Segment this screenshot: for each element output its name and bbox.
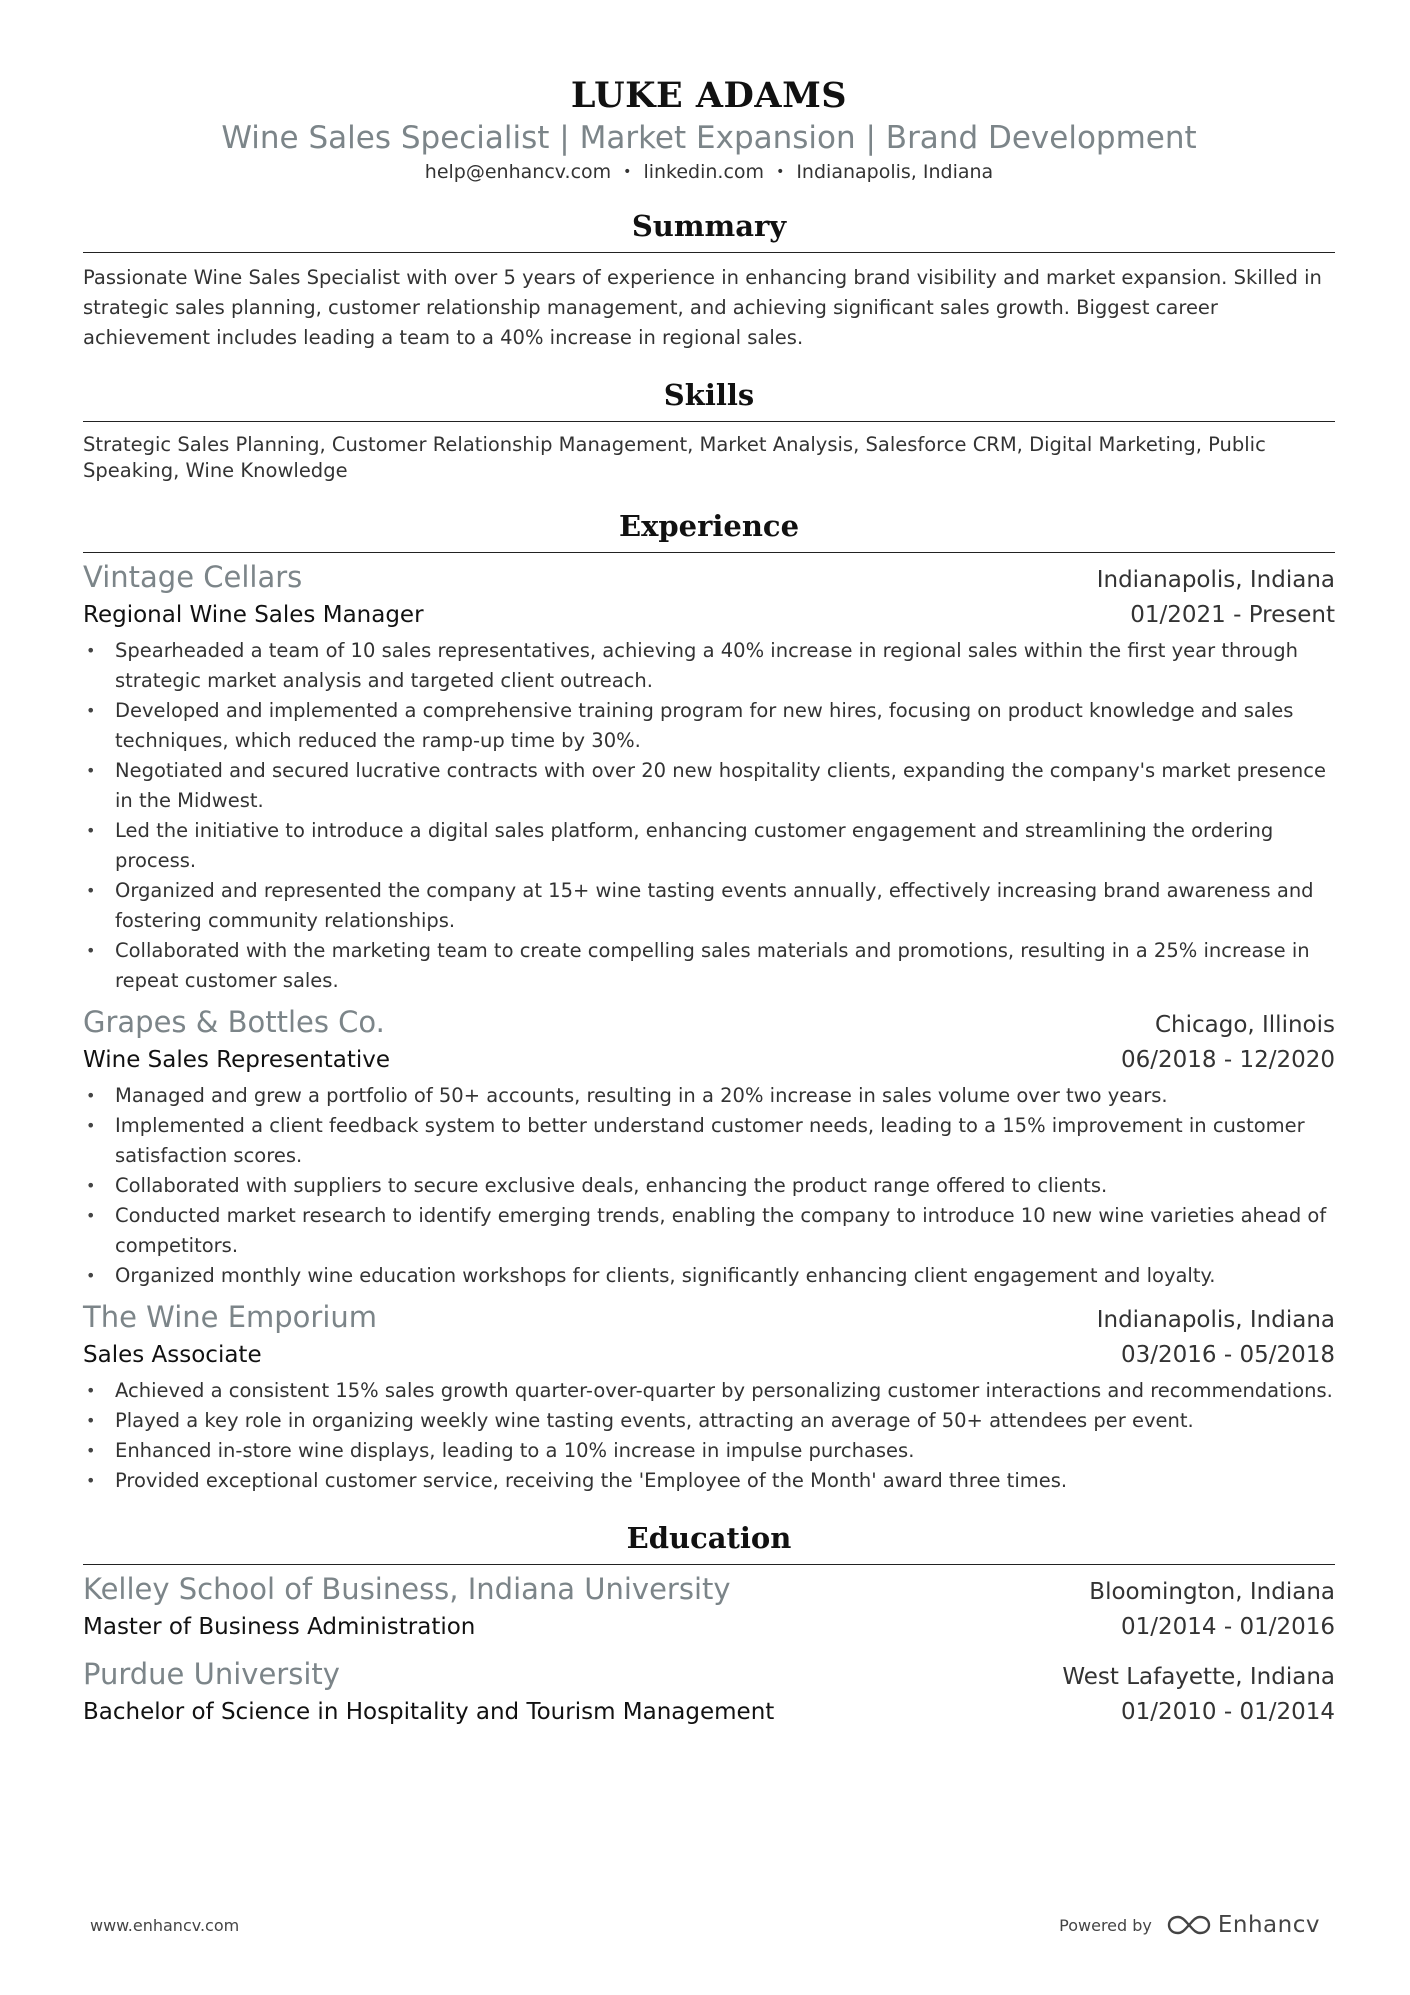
contact-location: Indianapolis, Indiana — [796, 161, 994, 183]
education-entry — [83, 1571, 1335, 1644]
job-location: Chicago, Illinois — [1154, 1012, 1335, 1038]
job-subheader — [83, 1338, 1335, 1372]
footer-url-link[interactable]: www.enhancv.com — [90, 1915, 240, 1935]
company-name: The Wine Emporium — [83, 1300, 378, 1334]
school-location: Bloomington, Indiana — [1089, 1579, 1335, 1605]
job-bullets — [83, 1376, 1335, 1496]
company-name: Grapes & Bottles Co. — [83, 1005, 385, 1039]
resume-page — [83, 0, 1335, 1729]
job-subheader — [83, 598, 1335, 632]
list-item: • Conducted market research to identify emerging trends, enabling the company to introduce 10 new wine varieties ahead of competitors. — [83, 1201, 1335, 1261]
headline: Wine Sales Specialist | Market Expansion | Brand Development — [221, 120, 1197, 156]
experience-heading: Experience — [618, 509, 800, 543]
email-link[interactable]: help@enhancv.com — [424, 161, 612, 183]
job-dates: 01/2021 - Present — [1130, 602, 1335, 628]
infinity-logo-icon — [1166, 1913, 1212, 1937]
job-entry — [83, 1004, 1335, 1291]
education-section — [83, 1518, 1335, 1729]
summary-heading: Summary — [631, 209, 787, 243]
list-item: • Implemented a client feedback system to better understand customer needs, leading to a 15% improvement in customer satisfaction scores. — [83, 1111, 1335, 1171]
job-bullets — [83, 1081, 1335, 1291]
list-item: • Led the initiative to introduce a digital sales platform, enhancing customer engagement and streamlining the ordering process. — [83, 816, 1335, 876]
skills-text: Strategic Sales Planning, Customer Relationship Management, Market Analysis, Salesforce CRM, Digital Marketing, Public Speaking, Wine Knowledge — [83, 433, 1266, 482]
job-title: Wine Sales Representative — [83, 1047, 390, 1073]
degree: Bachelor of Science in Hospitality and Tourism Management — [83, 1699, 775, 1725]
education-subheader — [83, 1695, 1335, 1729]
school-name: Kelley School of Business, Indiana University — [83, 1572, 731, 1606]
job-location: Indianapolis, Indiana — [1096, 567, 1335, 593]
summary-text: Passionate Wine Sales Specialist with over 5 years of experience in enhancing brand visibility and market expansion. Skilled in strategic sales planning, customer relationship management, and achieving significant sales growth. Biggest career achievement includes leading a team to a 40% increase in regional sales. — [83, 266, 1322, 349]
brand-logo[interactable] — [1166, 1912, 1320, 1938]
list-item: • Negotiated and secured lucrative contracts with over 20 new hospitality clients, expanding the company's market presence in the Midwest. — [83, 756, 1335, 816]
job-dates: 03/2016 - 05/2018 — [1120, 1342, 1335, 1368]
linkedin-link[interactable]: linkedin.com — [643, 161, 765, 183]
education-header — [83, 1656, 1335, 1695]
list-item: • Collaborated with the marketing team to create compelling sales materials and promotions, resulting in a 25% increase in repeat customer sales. — [83, 936, 1335, 996]
powered-by — [1059, 1912, 1320, 1938]
company-name: Vintage Cellars — [83, 560, 303, 594]
job-header — [83, 1004, 1335, 1043]
brand-name: Enhancv — [1217, 1912, 1320, 1938]
education-dates: 01/2014 - 01/2016 — [1120, 1614, 1335, 1640]
section-divider — [83, 421, 1335, 422]
education-dates: 01/2010 - 01/2014 — [1120, 1699, 1335, 1725]
list-item: • Achieved a consistent 15% sales growth quarter-over-quarter by personalizing customer interactions and recommendations. — [83, 1376, 1335, 1406]
education-entry — [83, 1656, 1335, 1729]
skills-heading: Skills — [663, 378, 755, 412]
job-header — [83, 559, 1335, 598]
section-divider — [83, 552, 1335, 553]
separator-dot: • — [776, 164, 785, 180]
job-header — [83, 1299, 1335, 1338]
list-item: • Managed and grew a portfolio of 50+ accounts, resulting in a 20% increase in sales volume over two years. — [83, 1081, 1335, 1111]
list-item: • Developed and implemented a comprehensive training program for new hires, focusing on product knowledge and sales techniques, which reduced the ramp-up time by 30%. — [83, 696, 1335, 756]
job-subheader — [83, 1043, 1335, 1077]
powered-by-label: Powered by — [1059, 1915, 1152, 1935]
list-item: • Spearheaded a team of 10 sales representatives, achieving a 40% increase in regional sales within the first year through strategic market analysis and targeted client outreach. — [83, 636, 1335, 696]
summary-section — [83, 206, 1335, 353]
contact-line — [83, 160, 1335, 184]
education-heading: Education — [626, 1521, 792, 1555]
section-divider — [83, 252, 1335, 253]
job-dates: 06/2018 - 12/2020 — [1120, 1047, 1335, 1073]
page-footer — [90, 1910, 1320, 1940]
job-bullets — [83, 636, 1335, 996]
separator-dot: • — [623, 164, 632, 180]
list-item: • Enhanced in-store wine displays, leading to a 10% increase in impulse purchases. — [83, 1436, 1335, 1466]
job-title: Regional Wine Sales Manager — [83, 602, 424, 628]
job-entry — [83, 559, 1335, 996]
list-item: • Collaborated with suppliers to secure exclusive deals, enhancing the product range offered to clients. — [83, 1171, 1335, 1201]
job-location: Indianapolis, Indiana — [1096, 1307, 1335, 1333]
school-name: Purdue University — [83, 1657, 340, 1691]
degree: Master of Business Administration — [83, 1614, 476, 1640]
section-divider — [83, 1564, 1335, 1565]
list-item: • Provided exceptional customer service, receiving the 'Employee of the Month' award three times. — [83, 1466, 1335, 1496]
education-subheader — [83, 1610, 1335, 1644]
job-title: Sales Associate — [83, 1342, 262, 1368]
job-entry — [83, 1299, 1335, 1496]
experience-section — [83, 506, 1335, 1496]
list-item: • Organized and represented the company at 15+ wine tasting events annually, effectively increasing brand awareness and fostering community relationships. — [83, 876, 1335, 936]
education-header — [83, 1571, 1335, 1610]
list-item: • Played a key role in organizing weekly wine tasting events, attracting an average of 50+ attendees per event. — [83, 1406, 1335, 1436]
candidate-name: LUKE ADAMS — [570, 75, 848, 116]
list-item: • Organized monthly wine education workshops for clients, significantly enhancing client engagement and loyalty. — [83, 1261, 1335, 1291]
school-location: West Lafayette, Indiana — [1062, 1664, 1335, 1690]
skills-section — [83, 375, 1335, 484]
